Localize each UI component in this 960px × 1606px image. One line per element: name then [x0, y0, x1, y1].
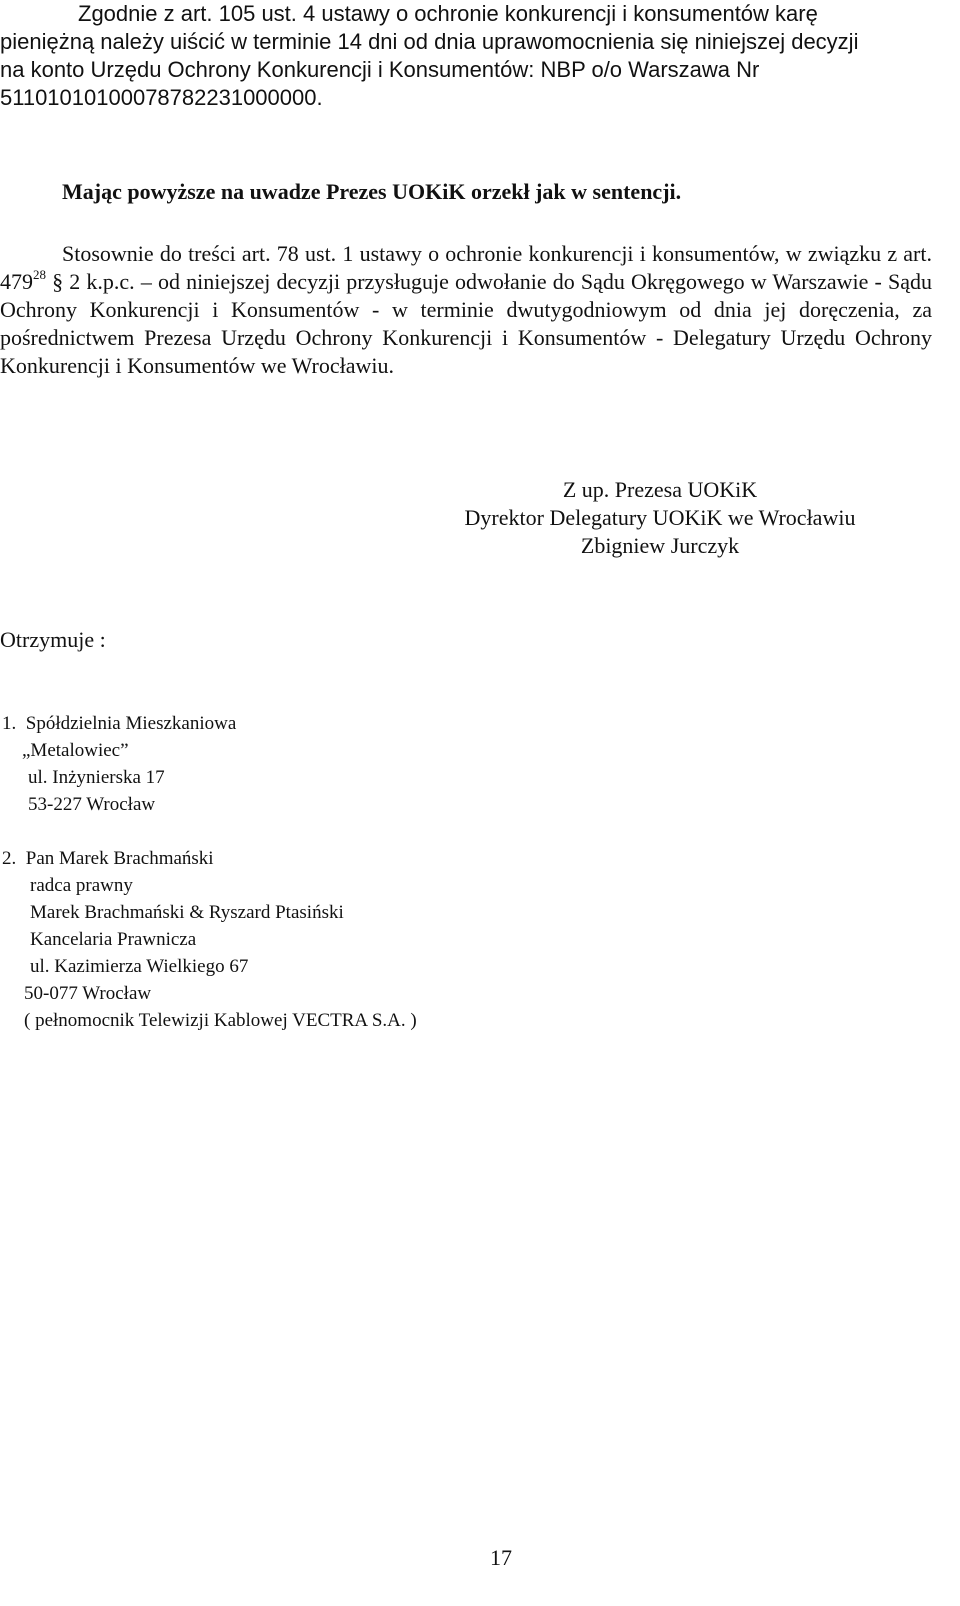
payment-paragraph	[0, 0, 932, 112]
recipient-1	[2, 710, 236, 818]
recipient-1-name: Spółdzielnia Mieszkaniowa	[25, 713, 237, 734]
recipients-label: Otrzymuje :	[0, 627, 106, 652]
appeal-superscript: 28	[33, 267, 46, 282]
payment-line-3: na konto Urzędu Ochrony Konkurencji i Konsumentów: NBP o/o Warszawa Nr	[0, 57, 760, 82]
recipient-2-line-3: Marek Brachmański & Ryszard Ptasiński	[30, 902, 344, 923]
recipient-1-line-4: 53-227 Wrocław	[28, 794, 156, 815]
payment-line-1: Zgodnie z art. 105 ust. 4 ustawy o ochronie konkurencji i konsumentów karę	[78, 1, 818, 26]
payment-line-2: pieniężną należy uiścić w terminie 14 dni od dnia uprawomocnienia się niniejszej decyzji	[0, 29, 859, 54]
recipient-2-line-7: ( pełnomocnik Telewizji Kablowej VECTRA S.A. )	[24, 1010, 417, 1031]
recipient-1-line-3: ul. Inżynierska 17	[28, 767, 165, 788]
signature-line-2: Dyrektor Delegatury UOKiK we Wrocławiu	[464, 505, 856, 530]
appeal-paragraph	[0, 240, 932, 380]
recipient-2	[2, 845, 417, 1034]
recipient-2-name: Pan Marek Brachmański	[25, 848, 214, 869]
recipient-2-line-6: 50-077 Wrocław	[24, 983, 152, 1004]
appeal-text-part-1: Stosownie do treści art. 78 ust. 1 ustawy o ochronie konkurencji i konsumentów, w związku z art. 479	[0, 241, 932, 294]
recipient-2-line-5: ul. Kazimierza Wielkiego 67	[30, 956, 249, 977]
payment-line-4: 51101010100078782231000000.	[0, 85, 323, 110]
recipient-1-number: 1.	[2, 713, 17, 734]
recipient-2-number: 2.	[2, 848, 17, 869]
signature-line-3: Zbigniew Jurczyk	[580, 533, 740, 558]
appeal-text-part-2: § 2 k.p.c. – od niniejszej decyzji przysługuje odwołanie do Sądu Okręgowego w Warszawie - Sądu Ochrony Konkurencji i Konsumentów - w terminie dwutygodniowym od dnia jej doręczenia, za pośrednictwem Prezesa Urzędu Ochrony Konkurencji i Konsumentów - Delegatury Urzędu Ochrony Konkurencji i Konsumentów we Wrocławiu.	[0, 269, 932, 378]
recipient-1-line-2: „Metalowiec”	[22, 740, 129, 761]
recipient-2-line-4: Kancelaria Prawnicza	[30, 929, 197, 950]
recipient-2-line-1	[2, 845, 395, 872]
signature-line-1: Z up. Prezesa UOKiK	[562, 477, 758, 502]
recipient-2-line-2: radca prawny	[30, 875, 133, 896]
appeal-indent	[0, 241, 62, 266]
signature-block	[450, 476, 870, 560]
page-number: 17	[490, 1545, 512, 1570]
recipient-1-line-1	[2, 710, 236, 737]
decision-heading: Mając powyższe na uwadze Prezes UOKiK orzekł jak w sentencji.	[62, 179, 682, 204]
